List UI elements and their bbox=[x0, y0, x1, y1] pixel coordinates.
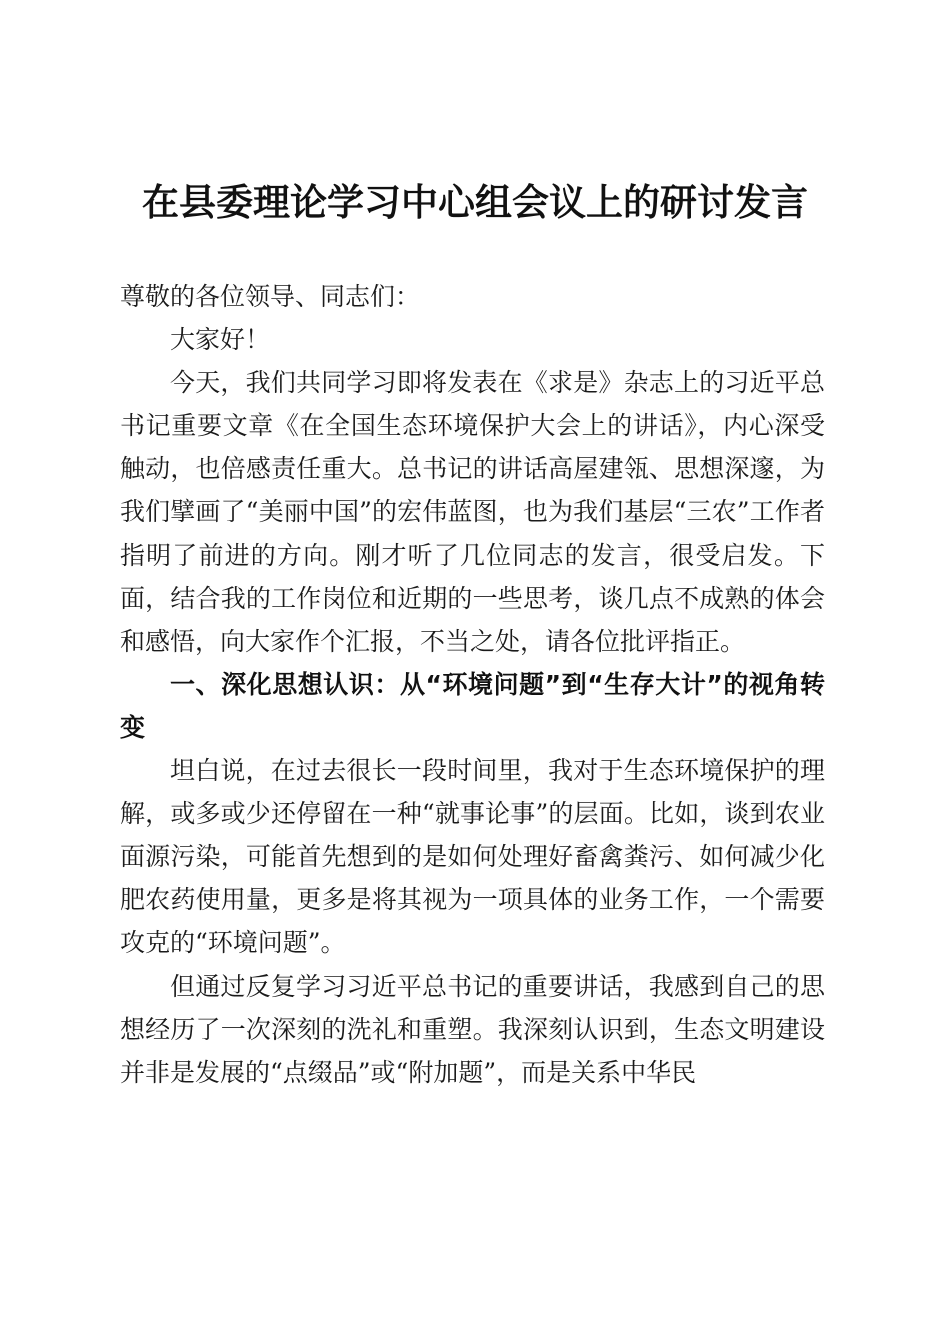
salutation: 尊敬的各位领导、同志们： bbox=[120, 282, 421, 311]
intro-paragraph: 今天，我们共同学习即将发表在《求是》杂志上的习近平总书记重要文章《在全国生态环境保护大会上的讲话》，内心深受触动，也倍感责任重大。总书记的讲话高屋建瓴、思想深邃，为我们擘画了“美丽中国”的宏伟蓝图，也为我们基层“三农”工作者指明了前进的方向。刚才听了几位同志的发言，很受启发。下面，结合我的工作岗位和近期的一些思考，谈几点不成熟的体会和感悟，向大家作个汇报，不当之处，请各位批评指正。 bbox=[120, 368, 825, 656]
section-paragraph: 但通过反复学习习近平总书记的重要讲话，我感到自己的思想经历了一次深刻的洗礼和重塑。我深刻认识到，生态文明建设并非是发展的“点缀品”或“附加题”，而是关系中华民 bbox=[120, 971, 825, 1087]
document-body bbox=[120, 275, 825, 1094]
section-heading: 一、深化思想认识：从“环境问题”到“生存大计”的视角转变 bbox=[120, 669, 825, 742]
section-paragraph: 坦白说，在过去很长一段时间里，我对于生态环境保护的理解，或多或少还停留在一种“就事论事”的层面。比如，谈到农业面源污染，可能首先想到的是如何处理好畜禽粪污、如何减少化肥农药使用量，更多是将其视为一项具体的业务工作，一个需要攻克的“环境问题”。 bbox=[120, 756, 825, 958]
greeting: 大家好！ bbox=[170, 325, 271, 355]
document-title: 在县委理论学习中心组会议上的研讨发言 bbox=[142, 180, 808, 224]
